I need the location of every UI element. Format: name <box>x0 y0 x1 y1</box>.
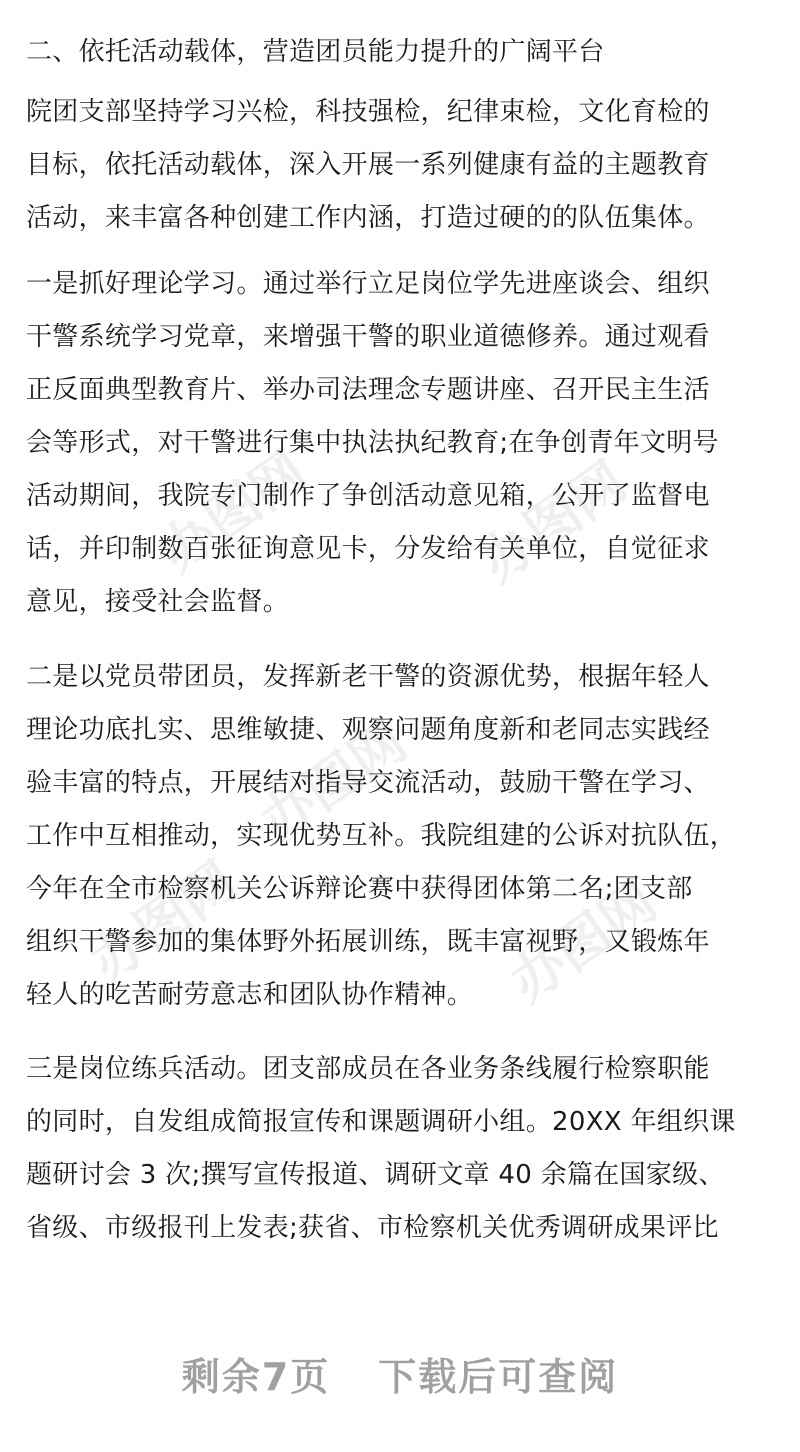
text-line: 二是以党员带团员，发挥新老干警的资源优势，根据年轻人 <box>26 662 710 692</box>
text-line: 院团支部坚持学习兴检，科技强检，纪律束检，文化育检的 <box>26 97 710 127</box>
text-line: 活动期间，我院专门制作了争创活动意见箱，公开了监督电 <box>26 481 710 511</box>
text-line: 验丰富的特点，开展结对指导交流活动，鼓励干警在学习、 <box>26 768 710 798</box>
download-hint-label: 下载后可查阅 <box>378 1355 619 1399</box>
text-line: 一是抓好理论学习。通过举行立足岗位学先进座谈会、组织 <box>26 269 710 299</box>
paragraph-mentoring <box>26 651 786 1022</box>
text-line: 正反面典型教育片、举办司法理念专题讲座、召开民主生活 <box>26 375 710 405</box>
watermark-logo: 办图网 <box>468 449 638 595</box>
download-prompt-banner[interactable] <box>0 1342 800 1412</box>
text-line: 的同时，自发组成简报宣传和课题调研小组。20XX 年组织课 <box>26 1107 736 1137</box>
watermark-logo: 办图网 <box>148 439 318 585</box>
text-line: 活动，来丰富各种创建工作内涵，打造过硬的的队伍集体。 <box>26 203 710 233</box>
paragraph-theory-study <box>26 258 786 629</box>
text-line: 轻人的吃苦耐劳意志和团队协作精神。 <box>26 980 474 1010</box>
text-line: 意见，接受社会监督。 <box>26 587 290 617</box>
text-line: 干警系统学习党章，来增强干警的职业道德修养。通过观看 <box>26 322 710 352</box>
text-line: 组织干警参加的集体野外拓展训练，既丰富视野，又锻炼年 <box>26 927 710 957</box>
text-line: 理论功底扎实、思维敏捷、观察问题角度新和老同志实践经 <box>26 715 710 745</box>
text-line: 三是岗位练兵活动。团支部成员在各业务条线履行检察职能 <box>26 1054 710 1084</box>
section-heading: 二、依托活动载体，营造团员能力提升的广阔平台 <box>26 37 605 67</box>
text-line: 题研讨会 3 次;撰写宣传报道、调研文章 40 余篇在国家级、 <box>26 1160 725 1190</box>
text-line: 目标，依托活动载体，深入开展一系列健康有益的主题教育 <box>26 150 710 180</box>
watermark-logo: 办图网 <box>248 709 418 855</box>
watermark-logo: 办图网 <box>78 849 248 995</box>
remaining-pages-label: 剩余7页 <box>181 1355 331 1399</box>
text-line: 会等形式，对干警进行集中执法执纪教育;在争创青年文明号 <box>26 428 719 458</box>
text-line: 省级、市级报刊上发表;获省、市检察机关优秀调研成果评比 <box>26 1213 719 1243</box>
text-line: 工作中互相推动，实现优势互补。我院组建的公诉对抗队伍， <box>26 821 737 851</box>
text-line: 今年在全市检察机关公诉辩论赛中获得团体第二名;团支部 <box>26 874 693 904</box>
paragraph-job-training <box>26 1043 786 1255</box>
paragraph-intro <box>26 86 786 245</box>
text-line: 话，并印制数百张征询意见卡，分发给有关单位，自觉征求 <box>26 534 710 564</box>
watermark-logo: 办图网 <box>498 869 668 1015</box>
